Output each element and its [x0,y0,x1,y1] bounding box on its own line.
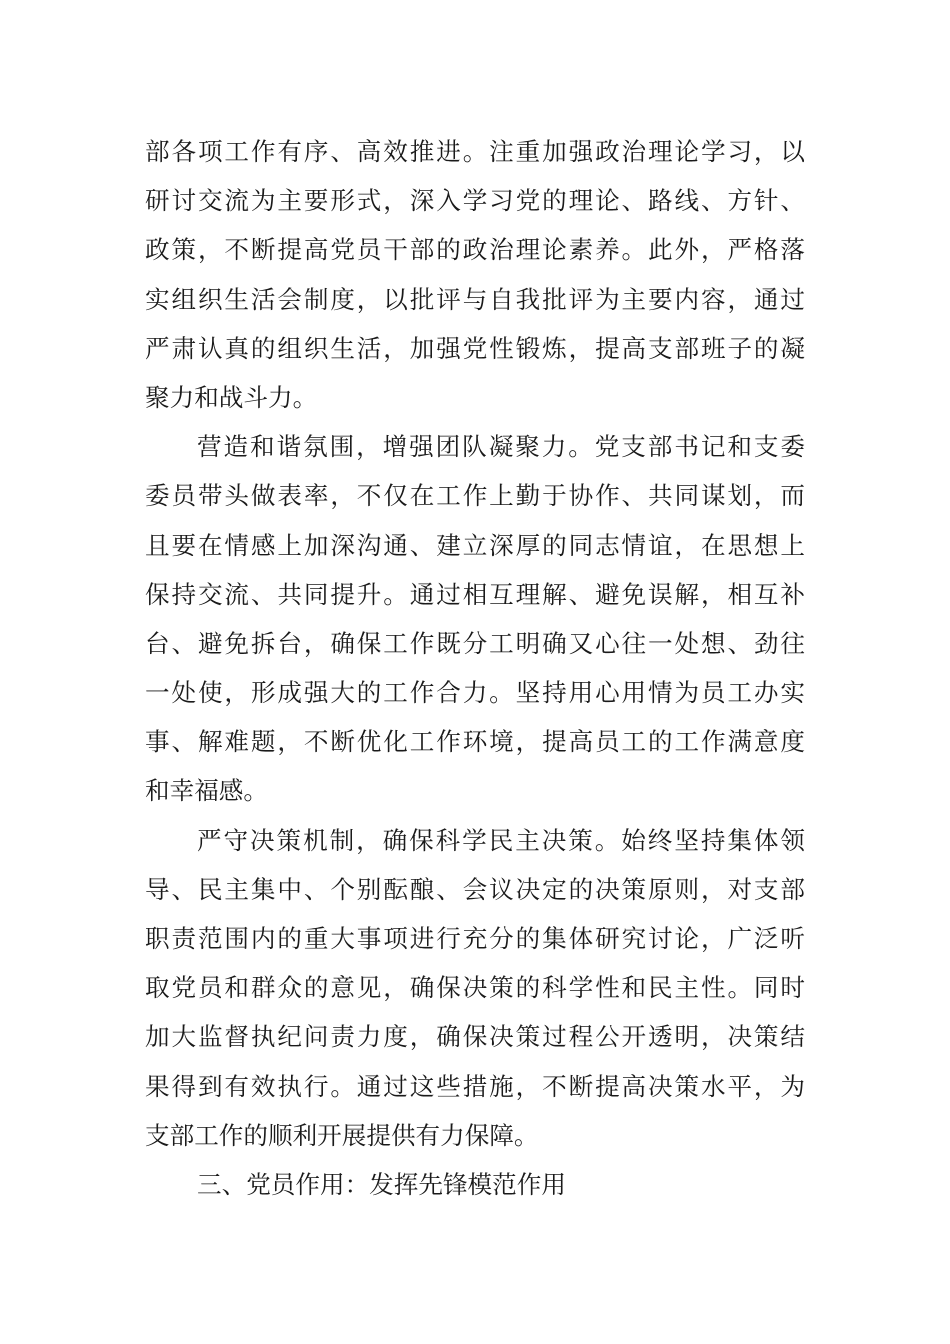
paragraph-line: 保持交流、共同提升。通过相互理解、避免误解，相互补 [145,579,805,609]
paragraph-1 [145,127,805,422]
paragraph-line: 聚力和战斗力。 [145,382,318,412]
paragraph-line: 实组织生活会制度，以批评与自我批评为主要内容，通过 [145,284,805,314]
paragraph-line: 支部工作的顺利开展提供有力保障。 [145,1120,539,1150]
section-heading: 三、党员作用：发挥先锋模范作用 [197,1169,566,1199]
paragraph-line: 营造和谐氛围，增强团队凝聚力。党支部书记和支委 [197,432,805,462]
paragraph-line: 事、解难题，不断优化工作环境，提高员工的工作满意度 [145,727,805,757]
paragraph-line: 一处使，形成强大的工作合力。坚持用心用情为员工办实 [145,678,805,708]
paragraph-line: 政策，不断提高党员干部的政治理论素养。此外，严格落 [145,235,805,265]
paragraph-line: 研讨交流为主要形式，深入学习党的理论、路线、方针、 [145,186,805,216]
paragraph-line: 取党员和群众的意见，确保决策的科学性和民主性。同时 [145,973,805,1003]
paragraph-line: 和幸福感。 [145,776,268,806]
paragraph-line: 严守决策机制，确保科学民主决策。始终坚持集体领 [197,825,805,855]
paragraph-line: 职责范围内的重大事项进行充分的集体研究讨论，广泛听 [145,924,805,953]
paragraph-line: 台、避免拆台，确保工作既分工明确又心往一处想、劲往 [145,628,805,658]
paragraph-line: 果得到有效执行。通过这些措施，不断提高决策水平，为 [145,1071,805,1101]
document-body [145,127,805,1209]
paragraph-2 [145,422,805,816]
paragraph-line: 部各项工作有序、高效推进。注重加强政治理论学习，以 [145,137,805,166]
paragraph-line: 加大监督执纪问责力度，确保决策过程公开透明，决策结 [145,1022,805,1052]
paragraph-line: 委员带头做表率，不仅在工作上勤于协作、共同谋划，而 [145,481,805,511]
paragraph-3 [145,816,805,1160]
paragraph-line: 导、民主集中、个别酝酿、会议决定的决策原则，对支部 [145,874,805,904]
paragraph-line: 严肃认真的组织生活，加强党性锻炼，提高支部班子的凝 [145,333,805,363]
paragraph-line: 且要在情感上加深沟通、建立深厚的同志情谊，在思想上 [145,530,805,560]
